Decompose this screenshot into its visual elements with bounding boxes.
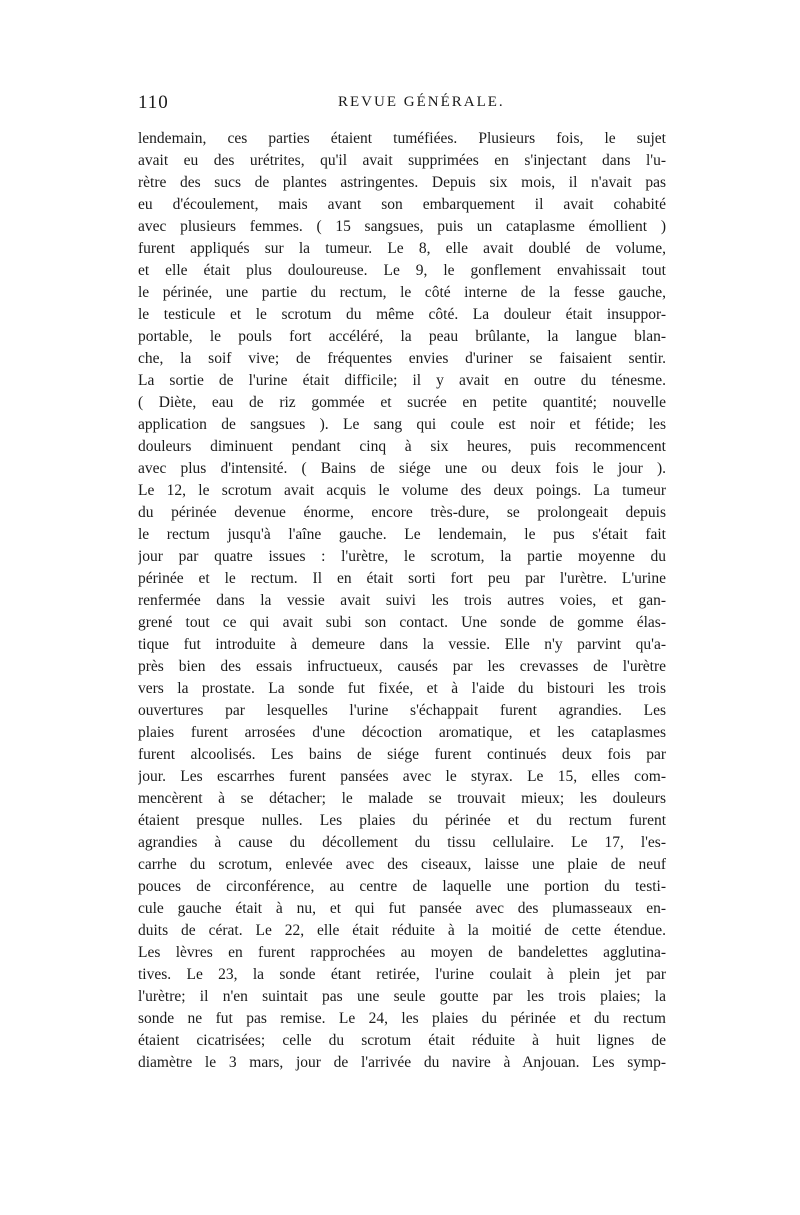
text-line: l'urètre; il n'en suintait pas une seule goutte par les trois plaies; la	[138, 988, 666, 1005]
text-line: sonde ne fut pas remise. Le 24, les plaies du périnée et du rectum	[138, 1010, 666, 1027]
text-line: diamètre le 3 mars, jour de l'arrivée du navire à Anjouan. Les symp-	[138, 1054, 666, 1071]
page-number: 110	[138, 92, 169, 113]
text-line: avec plusieurs femmes. ( 15 sangsues, puis un cataplasme émollient )	[138, 218, 666, 235]
text-line: application de sangsues ). Le sang qui coule est noir et fétide; les	[138, 416, 666, 433]
text-line: furent appliqués sur la tumeur. Le 8, elle avait doublé de volume,	[138, 240, 666, 257]
text-line: le périnée, une partie du rectum, le côté interne de la fesse gauche,	[138, 284, 666, 301]
text-line: La sortie de l'urine était difficile; il y avait en outre du ténesme.	[138, 372, 666, 389]
text-line: plaies furent arrosées d'une décoction aromatique, et les cataplasmes	[138, 724, 666, 741]
text-line: Les lèvres en furent rapprochées au moyen de bandelettes agglutina-	[138, 944, 666, 961]
text-line: mencèrent à se détacher; le malade se trouvait mieux; les douleurs	[138, 790, 666, 807]
running-head: REVUE GÉNÉRALE.	[338, 94, 505, 110]
text-line: le rectum jusqu'à l'aîne gauche. Le lendemain, le pus s'était fait	[138, 526, 666, 543]
text-line: tique fut introduite à demeure dans la vessie. Elle n'y parvint qu'a-	[138, 636, 666, 653]
text-line: furent alcoolisés. Les bains de siége furent continués deux fois par	[138, 746, 666, 763]
text-line: eu d'écoulement, mais avant son embarquement il avait cohabité	[138, 196, 666, 213]
text-line: ( Diète, eau de riz gommée et sucrée en petite quantité; nouvelle	[138, 394, 666, 411]
text-line: périnée et le rectum. Il en était sorti fort peu par l'urètre. L'urine	[138, 570, 666, 587]
text-line: lendemain, ces parties étaient tuméfiées. Plusieurs fois, le sujet	[138, 130, 666, 147]
text-line: près bien des essais infructueux, causés par les crevasses de l'urètre	[138, 658, 666, 675]
text-line: duits de cérat. Le 22, elle était réduite à la moitié de cette étendue.	[138, 922, 666, 939]
text-line: renfermée dans la vessie avait suivi les trois autres voies, et gan-	[138, 592, 666, 609]
body-text	[138, 128, 666, 1074]
text-line: avec plus d'intensité. ( Bains de siége une ou deux fois le jour ).	[138, 460, 666, 477]
text-line: portable, le pouls fort accéléré, la peau brûlante, la langue blan-	[138, 328, 666, 345]
text-line: rètre des sucs de plantes astringentes. Depuis six mois, il n'avait pas	[138, 174, 666, 191]
text-line: tives. Le 23, la sonde étant retirée, l'urine coulait à plein jet par	[138, 966, 666, 983]
text-line: douleurs diminuent pendant cinq à six heures, puis recommencent	[138, 438, 666, 455]
text-line: carrhe du scrotum, enlevée avec des ciseaux, laisse une plaie de neuf	[138, 856, 666, 873]
text-line: le testicule et le scrotum du même côté. La douleur était insuppor-	[138, 306, 666, 323]
text-line: che, la soif vive; de fréquentes envies d'uriner se faisaient sentir.	[138, 350, 666, 367]
text-line: agrandies à cause du décollement du tissu cellulaire. Le 17, l'es-	[138, 834, 666, 851]
text-line: pouces de circonférence, au centre de laquelle une portion du testi-	[138, 878, 666, 895]
text-line: jour par quatre issues : l'urètre, le scrotum, la partie moyenne du	[138, 548, 666, 565]
text-line: du périnée devenue énorme, encore très-dure, se prolongeait depuis	[138, 504, 666, 521]
text-line: étaient presque nulles. Les plaies du périnée et du rectum furent	[138, 812, 666, 829]
text-line: jour. Les escarrhes furent pansées avec le styrax. Le 15, elles com-	[138, 768, 666, 785]
text-line: ouvertures par lesquelles l'urine s'échappait furent agrandies. Les	[138, 702, 666, 719]
text-line: vers la prostate. La sonde fut fixée, et à l'aide du bistouri les trois	[138, 680, 666, 697]
text-line: avait eu des urétrites, qu'il avait supprimées en s'injectant dans l'u-	[138, 152, 666, 169]
page-header	[138, 92, 666, 118]
text-line: grené tout ce qui avait subi son contact. Une sonde de gomme élas-	[138, 614, 666, 631]
text-line: Le 12, le scrotum avait acquis le volume des deux poings. La tumeur	[138, 482, 666, 499]
text-line: cule gauche était à nu, et qui fut pansée avec des plumasseaux en-	[138, 900, 666, 917]
text-line: étaient cicatrisées; celle du scrotum était réduite à huit lignes de	[138, 1032, 666, 1049]
text-line: et elle était plus douloureuse. Le 9, le gonflement envahissait tout	[138, 262, 666, 279]
